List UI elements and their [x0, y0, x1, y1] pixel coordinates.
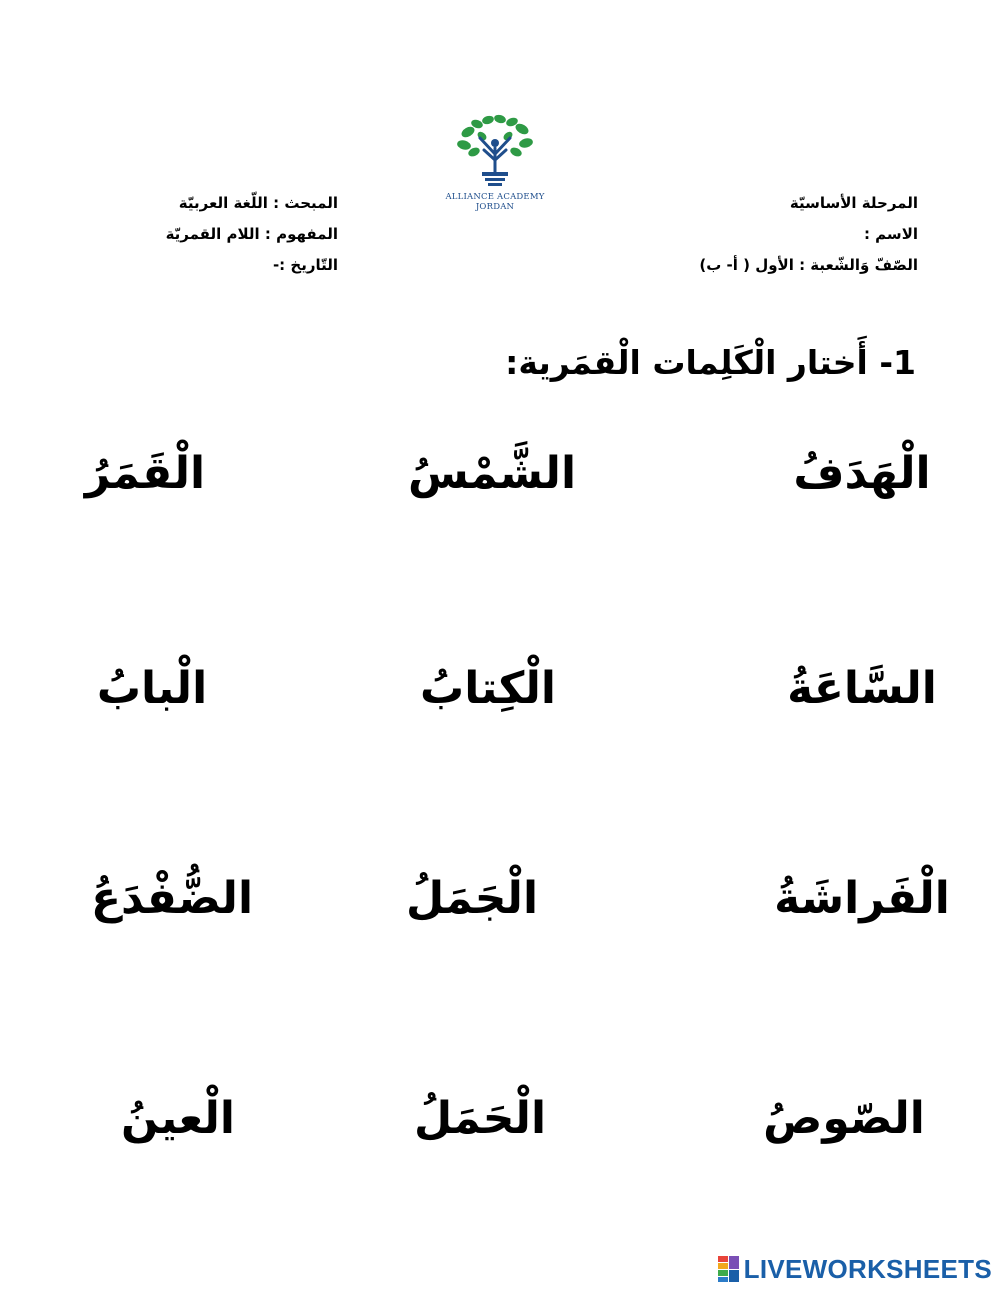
- date-label: التّاريخ :-: [272, 256, 338, 274]
- word-item[interactable]: الْفَراشَةُ: [774, 873, 950, 924]
- subject-label: المبحث : اللّغة العربيّة: [178, 194, 338, 212]
- word-item[interactable]: الْكِتابُ: [420, 663, 556, 714]
- word-item[interactable]: الصّوصُ: [763, 1093, 925, 1144]
- liveworksheets-watermark: [718, 1254, 992, 1284]
- name-label: الاسم :: [863, 225, 918, 243]
- stage-label: المرحلة الأساسيّة: [789, 194, 918, 212]
- logo-text-line1: ALLIANCE ACADEMY: [445, 192, 545, 202]
- liveworksheets-logo-icon: [718, 1256, 740, 1282]
- concept-label: المفهوم : اللام القمريّة: [165, 225, 338, 243]
- word-item[interactable]: الْعينُ: [121, 1093, 235, 1144]
- word-item[interactable]: الشَّمْسُ: [407, 448, 577, 499]
- word-item[interactable]: الْقَمَرُ: [84, 448, 206, 499]
- brand-text: LIVEWORKSHEETS: [743, 1254, 992, 1284]
- tree-logo-icon: [430, 110, 560, 190]
- logo-text-line2: JORDAN: [475, 202, 515, 212]
- word-item[interactable]: الْبابُ: [96, 663, 208, 714]
- word-item[interactable]: الْحَمَلُ: [413, 1093, 547, 1144]
- word-item[interactable]: الْجَمَلُ: [405, 873, 539, 924]
- school-logo: [430, 110, 560, 220]
- question-title: 1- أَختار الْكَلِمات الْقمَرية:: [505, 343, 916, 382]
- class-section-label: الصّفّ وَالشّعبة : الأول ( أ- ب): [699, 256, 918, 274]
- word-item[interactable]: السَّاعَةُ: [787, 663, 937, 714]
- word-item[interactable]: الضُّفْدَعُ: [90, 873, 254, 924]
- word-item[interactable]: الْهَدَفُ: [793, 448, 931, 499]
